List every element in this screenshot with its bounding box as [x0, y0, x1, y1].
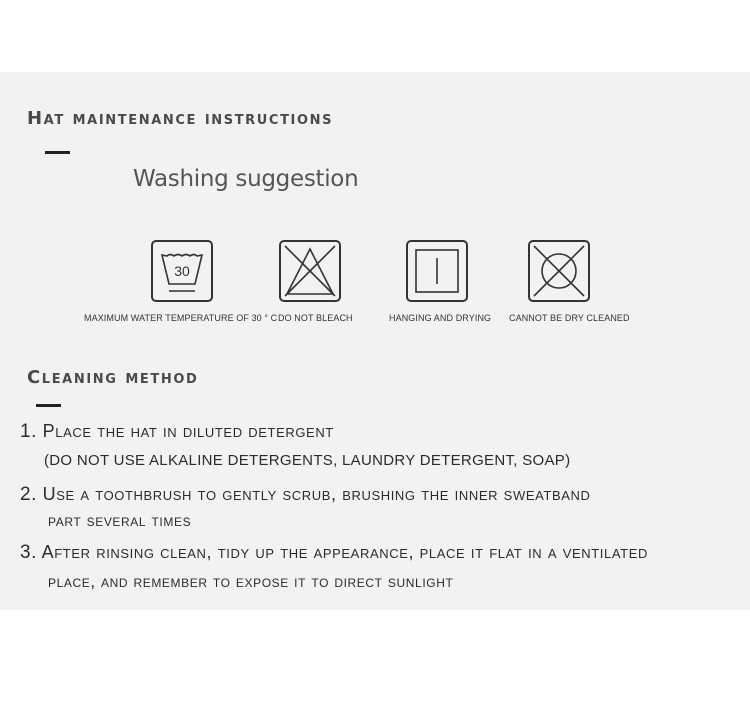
step-1 — [20, 421, 334, 443]
step-3-continuation: place, and remember to expose it to direct sunlight — [48, 572, 454, 591]
step-1-number: 1. — [20, 421, 38, 442]
do-not-dry-clean-label: CANNOT BE DRY CLEANED — [509, 313, 630, 323]
line-dry-icon — [406, 240, 468, 302]
step-1-note: (DO NOT USE ALKALINE DETERGENTS, LAUNDRY DETERGENT, SOAP) — [44, 452, 571, 469]
step-1-text: Place the hat in diluted detergent — [42, 421, 334, 441]
wash-30-icon — [151, 240, 213, 302]
step-2-number: 2. — [20, 484, 38, 505]
wash-30-label: MAXIMUM WATER TEMPERATURE OF 30 ° C — [84, 313, 278, 323]
cleaning-underline — [36, 404, 61, 407]
step-3-text: After rinsing clean, tidy up the appearance, place it flat in a ventilated — [41, 542, 648, 562]
do-not-dry-clean-icon — [528, 240, 590, 302]
step-2-continuation: part several times — [48, 511, 192, 530]
do-not-bleach-icon — [279, 240, 341, 302]
title-underline — [45, 151, 70, 154]
step-2-text: Use a toothbrush to gently scrub, brushing the inner sweatband — [42, 484, 591, 504]
step-3-number: 3. — [20, 542, 38, 563]
step-2 — [20, 484, 590, 506]
cleaning-heading: Cleaning method — [27, 367, 199, 388]
washing-heading: Washing suggestion — [133, 166, 359, 192]
wash-temp-value: 30 — [174, 263, 190, 279]
do-not-bleach-label: DO NOT BLEACH — [278, 313, 353, 323]
line-dry-label: HANGING AND DRYING — [389, 313, 492, 323]
step-3 — [20, 542, 648, 564]
page-title: Hat maintenance instructions — [27, 108, 334, 129]
